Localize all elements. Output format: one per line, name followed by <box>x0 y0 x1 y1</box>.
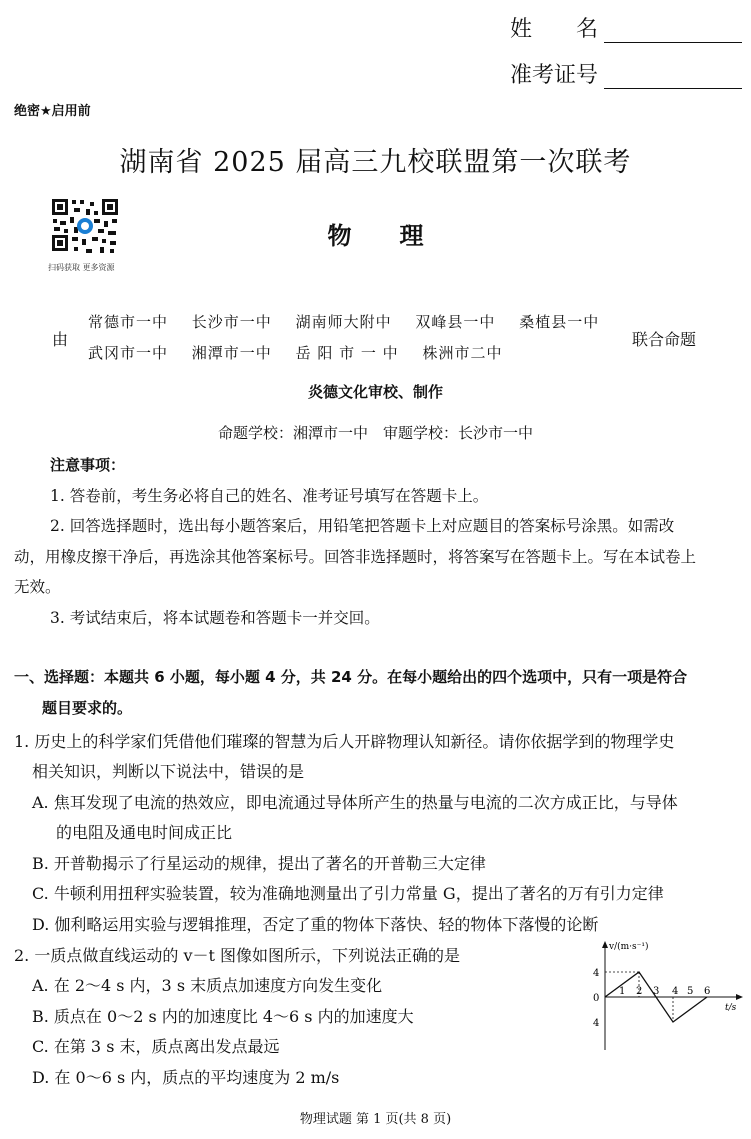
note-2c: 无效。 <box>14 578 61 596</box>
name-field[interactable] <box>510 12 742 43</box>
q2-option-b[interactable]: B. 质点在 0～2 s 内的加速度比 4～6 s 内的加速度大 <box>32 1007 414 1026</box>
subject-title: 物 理 <box>327 222 424 250</box>
school-name: 武冈市一中 <box>88 344 169 362</box>
y-tick-neg: 4 <box>593 1018 600 1029</box>
y-axis-arrow <box>602 941 608 948</box>
note-2b: 动，用橡皮擦干净后，再选涂其他答案标号。回答非选择题时，将答案写在答题卡上。写在本试卷上 <box>14 548 697 566</box>
x-axis-label: t/s <box>725 1003 737 1013</box>
y-tick-pos: 4 <box>593 968 600 979</box>
y-axis-label: v/(m·s⁻¹) <box>609 942 649 952</box>
q1-option-c[interactable]: C. 牛顿利用扭秤实验装置，较为准确地测量出了引力常量 G，提出了著名的万有引力定律 <box>32 884 664 903</box>
x-tick-4: 4 <box>672 986 679 997</box>
exam-id-field[interactable] <box>510 58 742 89</box>
schools-suffix: 联合命题 <box>632 330 697 349</box>
x-tick-6: 6 <box>704 986 711 997</box>
notes-heading: 注意事项： <box>50 456 126 474</box>
origin-label: 0 <box>593 993 600 1004</box>
exam-id-label: 准考证号 <box>510 63 599 88</box>
qr-caption: 扫码获取 更多资源 <box>48 263 115 272</box>
schools-prefix: 由 <box>52 330 69 349</box>
school-row-1 <box>88 311 599 332</box>
producer: 炎德文化审校、制作 <box>307 383 443 401</box>
vt-graph <box>588 938 748 1056</box>
school-name: 桑植县一中 <box>519 313 600 331</box>
x-axis-arrow <box>736 994 743 1000</box>
note-1: 1. 答卷前，考生务必将自己的姓名、准考证号填写在答题卡上。 <box>50 487 489 505</box>
q2-stem: 2. 一质点做直线运动的 v－t 图像如图所示，下列说法正确的是 <box>14 946 460 965</box>
name-label: 姓 名 <box>510 17 599 42</box>
note-2a: 2. 回答选择题时，选出每小题答案后，用铅笔把答题卡上对应题目的答案标号涂黑。如需改 <box>50 517 675 535</box>
school-row-2 <box>88 342 502 363</box>
section-heading-1: 一、选择题：本题共 6 小题，每小题 4 分，共 24 分。在每小题给出的四个选项中，只有一项是符合 <box>14 668 688 686</box>
school-name: 常德市一中 <box>88 313 169 331</box>
name-underline <box>604 16 742 43</box>
school-name: 岳 阳 市 一 中 <box>295 344 399 362</box>
q1-option-a-1[interactable]: A. 焦耳发现了电流的热效应，即电流通过导体所产生的热量与电流的二次方成正比，与导体 <box>32 793 678 812</box>
x-tick-1: 1 <box>619 986 626 997</box>
q2-option-a[interactable]: A. 在 2～4 s 内，3 s 末质点加速度方向发生变化 <box>32 976 383 995</box>
note-3: 3. 考试结束后，将本试题卷和答题卡一并交回。 <box>50 609 380 627</box>
school-name: 双峰县一中 <box>415 313 496 331</box>
exam-title: 湖南省 2025 届高三九校联盟第一次联考 <box>119 147 632 178</box>
school-name: 湖南师大附中 <box>295 313 392 331</box>
exam-id-underline <box>604 62 742 89</box>
q1-option-d[interactable]: D. 伽利略运用实验与逻辑推理，否定了重的物体下落快、轻的物体下落慢的论断 <box>32 915 599 934</box>
secret-mark: 绝密★启用前 <box>14 104 91 119</box>
proposition-schools: 命题学校：湘潭市一中 审题学校：长沙市一中 <box>217 424 533 442</box>
q1-stem-2: 相关知识，判断以下说法中，错误的是 <box>32 762 305 781</box>
q1-stem-1: 1. 历史上的科学家们凭借他们璀璨的智慧为后人开辟物理认知新径。请你依据学到的物理学史 <box>14 732 675 751</box>
x-tick-5: 5 <box>687 986 694 997</box>
q1-option-b[interactable]: B. 开普勒揭示了行星运动的规律，提出了著名的开普勒三大定律 <box>32 854 486 873</box>
school-name: 株洲市二中 <box>422 344 503 362</box>
page-footer: 物理试题 第 1 页(共 8 页) <box>299 1112 452 1127</box>
school-name: 长沙市一中 <box>191 313 272 331</box>
x-tick-3: 3 <box>653 986 660 997</box>
q2-option-c[interactable]: C. 在第 3 s 末，质点离出发点最远 <box>32 1037 280 1056</box>
section-heading-2: 题目要求的。 <box>42 699 133 717</box>
q1-option-a-2: 的电阻及通电时间成正比 <box>56 823 233 842</box>
q2-option-d[interactable]: D. 在 0～6 s 内，质点的平均速度为 2 m/s <box>32 1068 340 1087</box>
school-name: 湘潭市一中 <box>191 344 272 362</box>
x-tick-2: 2 <box>636 986 643 997</box>
